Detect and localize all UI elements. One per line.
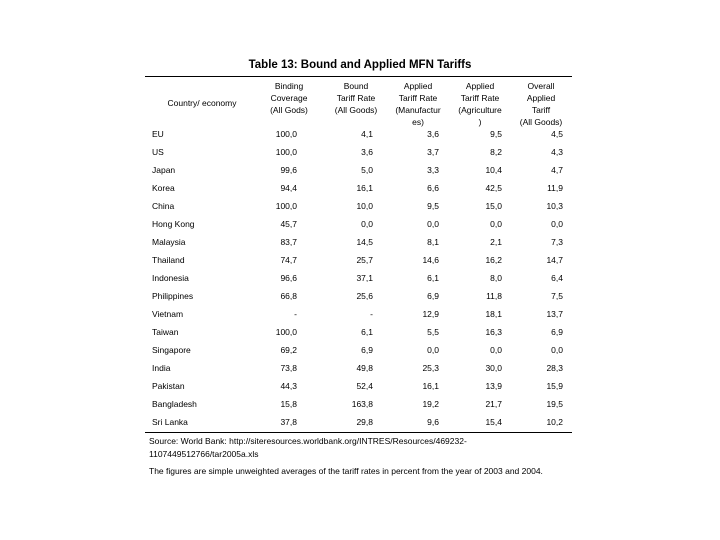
country-cell: Taiwan — [152, 327, 179, 337]
value-cell: 13,9 — [485, 381, 502, 391]
value-cell: 7,3 — [551, 237, 563, 247]
value-cell: 10,4 — [485, 165, 502, 175]
value-cell: 99,6 — [280, 165, 297, 175]
value-cell: 52,4 — [356, 381, 373, 391]
table-title: Table 13: Bound and Applied MFN Tariffs — [248, 59, 472, 71]
value-cell: 96,6 — [280, 273, 297, 283]
value-cell: 6,6 — [427, 183, 439, 193]
value-cell: 2,1 — [490, 237, 502, 247]
source-note: Source: World Bank: http://siteresources.worldbank.org/INTRES/Resources/469232-1107449512766/tar2005a.xls — [149, 436, 467, 459]
value-cell: 6,9 — [551, 327, 563, 337]
table-row — [0, 183, 720, 197]
top-rule — [145, 76, 572, 77]
value-cell: 11,8 — [486, 291, 502, 301]
value-cell: 14,6 — [422, 255, 439, 265]
value-cell: 14,7 — [546, 255, 563, 265]
value-cell: 14,5 — [356, 237, 373, 247]
value-cell: 100,0 — [275, 327, 297, 337]
table-row — [0, 147, 720, 161]
value-cell: 6,1 — [361, 327, 373, 337]
value-cell: 163,8 — [351, 399, 373, 409]
value-cell: 4,1 — [361, 129, 373, 139]
country-cell: Hong Kong — [152, 219, 195, 229]
table-row — [0, 399, 720, 413]
value-cell: 6,4 — [551, 273, 563, 283]
value-cell: 69,2 — [280, 345, 297, 355]
value-cell: 37,8 — [280, 417, 297, 427]
value-cell: 5,0 — [361, 165, 373, 175]
country-cell: Indonesia — [152, 273, 189, 283]
table-row — [0, 129, 720, 143]
country-cell: Japan — [152, 165, 176, 175]
country-cell: China — [152, 201, 175, 211]
country-cell: Pakistan — [152, 381, 185, 391]
country-cell: EU — [152, 129, 164, 139]
country-cell: Philippines — [152, 291, 194, 301]
value-cell: 3,6 — [427, 129, 439, 139]
value-cell: 8,0 — [490, 273, 502, 283]
table-row — [0, 273, 720, 287]
value-cell: 100,0 — [275, 201, 297, 211]
table-row — [0, 363, 720, 377]
country-cell: Singapore — [152, 345, 191, 355]
country-cell: Sri Lanka — [152, 417, 188, 427]
country-cell: India — [152, 363, 171, 373]
bottom-rule — [145, 432, 572, 433]
country-cell: US — [152, 147, 164, 157]
table-row — [0, 237, 720, 251]
country-cell: Korea — [152, 183, 175, 193]
value-cell: 45,7 — [280, 219, 297, 229]
table-row — [0, 381, 720, 395]
table-row — [0, 201, 720, 215]
value-cell: 16,1 — [356, 183, 373, 193]
value-cell: 19,2 — [422, 399, 439, 409]
value-cell: 73,8 — [280, 363, 297, 373]
value-cell: 42,5 — [485, 183, 502, 193]
value-cell: 44,3 — [280, 381, 297, 391]
value-cell: 66,8 — [280, 291, 297, 301]
value-cell: 10,3 — [546, 201, 563, 211]
value-cell: 16,1 — [422, 381, 439, 391]
table-row — [0, 255, 720, 269]
value-cell: 11,9 — [547, 183, 563, 193]
value-cell: 94,4 — [280, 183, 297, 193]
value-cell: 6,1 — [427, 273, 439, 283]
value-cell: 9,5 — [490, 129, 502, 139]
value-cell: 25,6 — [356, 291, 373, 301]
value-cell: 8,1 — [427, 237, 439, 247]
value-cell: 15,0 — [485, 201, 502, 211]
value-cell: 9,6 — [427, 417, 439, 427]
country-cell: Bangladesh — [152, 399, 197, 409]
table-row — [0, 417, 720, 431]
value-cell: 3,6 — [361, 147, 373, 157]
value-cell: 4,7 — [551, 165, 563, 175]
value-cell: 9,5 — [427, 201, 439, 211]
value-cell: 15,4 — [485, 417, 502, 427]
value-cell: 8,2 — [490, 147, 502, 157]
value-cell: 0,0 — [551, 345, 563, 355]
value-cell: 37,1 — [356, 273, 373, 283]
country-cell: Malaysia — [152, 237, 186, 247]
value-cell: 100,0 — [275, 147, 297, 157]
value-cell: 83,7 — [280, 237, 297, 247]
value-cell: 13,7 — [546, 309, 563, 319]
value-cell: 18,1 — [485, 309, 502, 319]
column-header: Bound Tariff Rate (All Goods) — [334, 81, 378, 115]
table-row — [0, 327, 720, 341]
value-cell: - — [370, 309, 373, 319]
value-cell: 5,5 — [427, 327, 439, 337]
value-cell: 16,3 — [485, 327, 502, 337]
value-cell: 25,3 — [422, 363, 439, 373]
value-cell: 49,8 — [356, 363, 373, 373]
table-row — [0, 291, 720, 305]
table-row — [0, 165, 720, 179]
value-cell: 100,0 — [275, 129, 297, 139]
value-cell: 6,9 — [427, 291, 439, 301]
column-header: Applied Tariff Rate (Manufactur es) — [395, 81, 441, 127]
value-cell: 19,5 — [546, 399, 563, 409]
column-header: Binding Coverage (All Gods) — [270, 81, 308, 115]
value-cell: 28,3 — [546, 363, 563, 373]
value-cell: 0,0 — [427, 219, 439, 229]
value-cell: - — [294, 309, 297, 319]
value-cell: 4,5 — [551, 129, 563, 139]
value-cell: 0,0 — [361, 219, 373, 229]
column-header: Overall Applied Tariff (All Goods) — [519, 81, 563, 127]
value-cell: 15,9 — [546, 381, 563, 391]
value-cell: 3,3 — [427, 165, 439, 175]
value-cell: 4,3 — [551, 147, 563, 157]
value-cell: 25,7 — [356, 255, 373, 265]
value-cell: 16,2 — [485, 255, 502, 265]
value-cell: 7,5 — [551, 291, 563, 301]
footnote: The figures are simple unweighted averages of the tariff rates in percent from the year of 2003 and 2004. — [149, 466, 543, 476]
value-cell: 12,9 — [422, 309, 439, 319]
value-cell: 21,7 — [485, 399, 502, 409]
value-cell: 15,8 — [280, 399, 297, 409]
value-cell: 6,9 — [361, 345, 373, 355]
value-cell: 10,0 — [356, 201, 373, 211]
value-cell: 0,0 — [551, 219, 563, 229]
column-header: Applied Tariff Rate (Agriculture ) — [458, 81, 502, 127]
column-header: Country/ economy — [167, 98, 237, 108]
value-cell: 0,0 — [490, 345, 502, 355]
value-cell: 74,7 — [280, 255, 297, 265]
table-row — [0, 219, 720, 233]
table-row — [0, 345, 720, 359]
value-cell: 10,2 — [546, 417, 563, 427]
value-cell: 3,7 — [427, 147, 439, 157]
value-cell: 0,0 — [490, 219, 502, 229]
country-cell: Vietnam — [152, 309, 184, 319]
value-cell: 29,8 — [356, 417, 373, 427]
table-row — [0, 309, 720, 323]
country-cell: Thailand — [152, 255, 185, 265]
value-cell: 30,0 — [485, 363, 502, 373]
value-cell: 0,0 — [427, 345, 439, 355]
